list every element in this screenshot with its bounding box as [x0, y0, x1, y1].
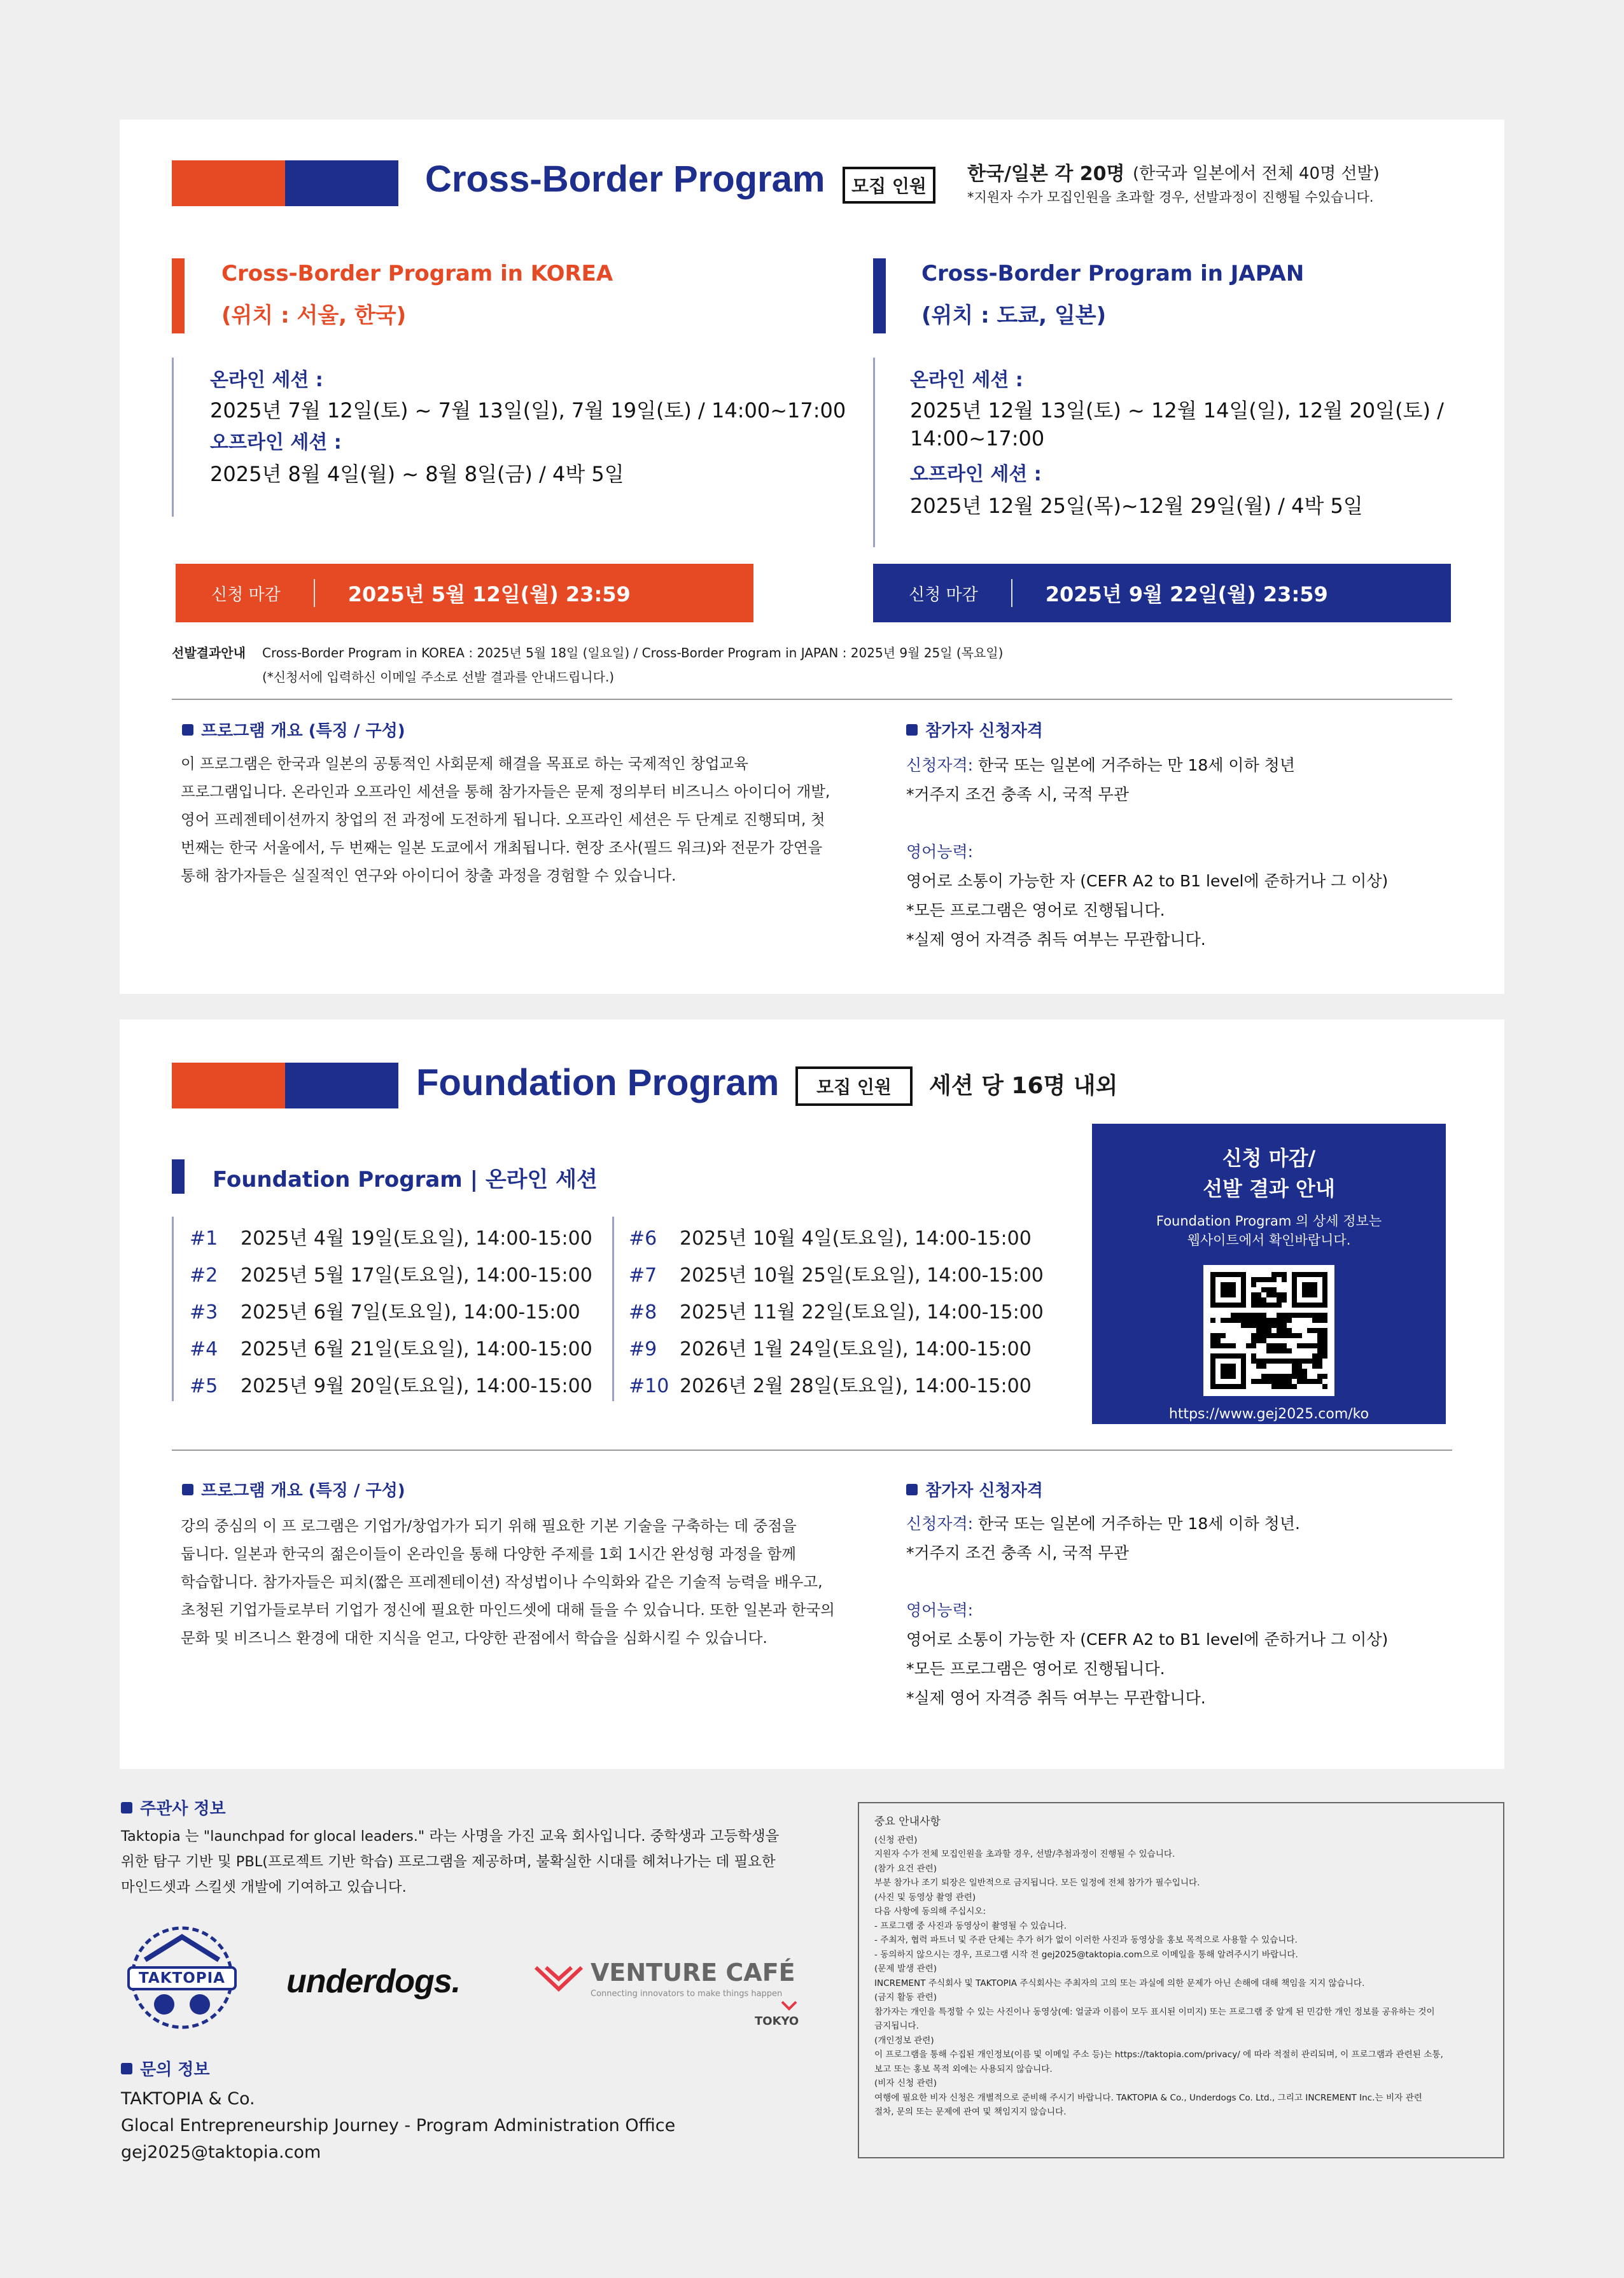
japan-deadline-banner — [873, 564, 1451, 622]
result-note: (*신청서에 입력하신 이메일 주소로 선발 결과를 안내드립니다.) — [262, 669, 615, 685]
japan-offline-value: 2025년 12월 25일(목)~12월 29일(월) / 4박 5일 — [910, 494, 1363, 518]
contact-email[interactable]: gej2025@taktopia.com — [121, 2142, 321, 2162]
korea-location: (위치 : 서울, 한국) — [221, 303, 407, 328]
notice-line: (개인정보 관련) — [874, 2035, 934, 2046]
recruit-badge: 모집 인원 — [795, 1066, 913, 1106]
session-item: #7 2025년 10월 25일(토요일), 14:00-15:00 — [629, 1264, 1044, 1287]
japan-offline-label: 오프라인 세션 : — [910, 463, 1042, 486]
japan-deadline-value: 2025년 9월 22일(월) 23:59 — [1045, 582, 1328, 606]
organizer-heading: 주관사 정보 — [121, 1796, 226, 1819]
eligibility-heading: 참가자 신청자격 — [906, 718, 1043, 741]
contact-info: TAKTOPIA & Co. Glocal Entrepreneurship Journey - Program Administration Office gej2025@taktopia.com — [121, 2086, 675, 2166]
qr-title: 신청 마감/ 선발 결과 안내 — [1203, 1146, 1335, 1201]
notice-line: 지원자 수가 전체 모집인원을 초과할 경우, 선발/추첨과정이 진행될 수 있습니다. — [874, 1849, 1175, 1859]
notice-line: - 주최자, 협력 파트너 및 주관 단체는 추가 허가 없이 이러한 사진과 동영상을 홍보 목적으로 사용할 수 있습니다. — [874, 1935, 1298, 1945]
korea-offline-label: 오프라인 세션 : — [210, 431, 342, 454]
notice-line: (신청 관련) — [874, 1834, 918, 1845]
korea-japan-flag-bar — [172, 1063, 398, 1108]
notice-line: (비자 신청 관련) — [874, 2078, 937, 2088]
notice-line: 부분 참가나 조기 퇴장은 일반적으로 금지됩니다. 모든 일정에 전체 참가가 필수입니다. — [874, 1878, 1200, 1888]
recruit-selection-note: *지원자 수가 모집인원을 초과할 경우, 선발과정이 진행될 수있습니다. — [967, 190, 1374, 205]
section-divider — [172, 699, 1452, 700]
bullet-square-icon — [906, 1484, 918, 1495]
japan-online-label: 온라인 세션 : — [910, 369, 1023, 391]
notice-line: - 동의하지 않으시는 경우, 프로그램 시작 전 gej2025@taktopia.com으로 이메일을 통해 알려주시기 바랍니다. — [874, 1949, 1298, 1960]
japan-location: (위치 : 도쿄, 일본) — [921, 303, 1107, 328]
notice-line: 보고 또는 홍보 목적 외에는 사용되지 않습니다. — [874, 2064, 1053, 2074]
korea-online-label: 온라인 세션 : — [210, 369, 323, 391]
recruit-count: 세션 당 16명 내외 — [929, 1073, 1118, 1099]
bullet-square-icon — [182, 1484, 193, 1495]
session-item: #3 2025년 6월 7일(토요일), 14:00-15:00 — [190, 1301, 580, 1324]
bullet-square-icon — [182, 724, 193, 736]
overview-text: 이 프로그램은 한국과 일본의 공통적인 사회문제 해결을 목표로 하는 국제적인 창업교육 프로그램입니다. 온라인과 오프라인 세션을 통해 참가자들은 문제 정의부터 비즈니스 아이디어 개발, 영어 프레젠테이션까지 창업의 전 과정에 도전하게 됩니다. 오프라인 세션은 두 단계로 진행되며, 첫 번째는 한국 서울에서, 두 번째는 일본 도쿄에서 개최됩니다. 현장 조사(필드 워크)와 전문가 강연을 통해 참가자들은 실질적인 연구와 아이디어 창출 과정을 경험할 수 있습니다. — [181, 755, 830, 884]
japan-deadline-label: 신청 마감 — [873, 579, 1012, 607]
korea-deadline-banner — [176, 564, 753, 622]
foundation-accent-bar — [172, 1159, 185, 1194]
japan-online-value: 2025년 12월 13일(토) ~ 12월 14일(일), 12월 20일(토) / — [910, 398, 1444, 423]
notice-line: - 프로그램 중 사진과 동영상이 촬영될 수 있습니다. — [874, 1920, 1067, 1931]
session-item: #8 2025년 11월 22일(토요일), 14:00-15:00 — [629, 1301, 1044, 1324]
session-item: #5 2025년 9월 20일(토요일), 14:00-15:00 — [190, 1375, 592, 1397]
notice-line: 절차, 문의 또는 문제에 관여 및 책임지지 않습니다. — [874, 2107, 1067, 2117]
notice-line: 금지됩니다. — [874, 2021, 919, 2031]
notice-line: 여행에 필요한 비자 신청은 개별적으로 준비해 주시기 바랍니다. TAKTOPIA & Co., Underdogs Co. Ltd., 그리고 INCREMENT Inc.는 비자 관련 — [874, 2092, 1422, 2103]
bullet-square-icon — [121, 2063, 132, 2074]
session-item: #6 2025년 10월 4일(토요일), 14:00-15:00 — [629, 1227, 1032, 1250]
japan-online-time: 14:00~17:00 — [910, 426, 1045, 451]
schedule-divider-right — [612, 1217, 614, 1401]
notice-line: (참가 요건 관련) — [874, 1863, 937, 1874]
cross-border-title: Cross-Border Program — [425, 158, 825, 200]
schedule-divider-left — [172, 1217, 174, 1401]
korea-divider — [172, 358, 174, 517]
cross-border-card — [120, 120, 1504, 994]
qr-info-box — [1092, 1124, 1446, 1424]
result-dates: Cross-Border Program in KOREA : 2025년 5월 18일 (일요일) / Cross-Border Program in JAPAN : 2025년 9월 25일 (목요일) — [262, 645, 1004, 660]
korea-online-value: 2025년 7월 12일(토) ~ 7월 13일(일), 7월 19일(토) / 14:00~17:00 — [210, 398, 846, 423]
notice-line: 이 프로그램을 통해 수집된 개인정보(이름 및 이메일 주소 등)는 https://taktopia.com/privacy/ 에 따라 적절히 관리되며, 이 프로그램과 관련된 소통, — [874, 2050, 1443, 2060]
foundation-subheading: Foundation Program | 온라인 세션 — [213, 1167, 598, 1192]
session-item: #9 2026년 1월 24일(토요일), 14:00-15:00 — [629, 1338, 1032, 1360]
organizer-text: Taktopia 는 "launchpad for glocal leaders." 라는 사명을 가진 교육 회사입니다. 중학생과 고등학생을 위한 탐구 기반 및 PBL(프로젝트 기반 학습) 프로그램을 제공하며, 불확실한 시대를 헤쳐나가는 데 필요한 마인드셋과 스킬셋 개발에 기여하고 있습니다. — [121, 1828, 780, 1896]
session-list-right — [629, 1220, 1044, 1405]
session-item: #4 2025년 6월 21일(토요일), 14:00-15:00 — [190, 1338, 592, 1360]
session-item: #1 2025년 4월 19일(토요일), 14:00-15:00 — [190, 1227, 592, 1250]
japan-accent-bar — [873, 258, 886, 333]
underdogs-logo: underdogs. — [286, 1963, 461, 2000]
qr-code-icon[interactable] — [1203, 1265, 1334, 1396]
bullet-square-icon — [121, 1802, 132, 1813]
overview-text: 강의 중심의 이 프 로그램은 기업가/창업가가 되기 위해 필요한 기본 기술을 구축하는 데 중점을 둡니다. 일본과 한국의 젊은이들이 온라인을 통해 다양한 주제를 1회 1시간 완성형 과정을 함께 학습합니다. 참가자들은 피치(짧은 프레젠테이션) 작성법이나 수익화와 같은 기술적 능력을 배우고, 초청된 기업가들로부터 기업가 정신에 필요한 마인드셋에 대해 들을 수 있습니다. 또한 일본과 한국의 문화 및 비즈니스 환경에 대한 지식을 얻고, 다양한 관점에서 학습을 심화시킬 수 있습니다. — [181, 1517, 835, 1647]
notice-line: INCREMENT 주식회사 및 TAKTOPIA 주식회사는 주최자의 고의 또는 과실에 의한 문제가 아닌 손해에 대해 책임을 지지 않습니다. — [874, 1978, 1365, 1988]
important-notice-box — [858, 1802, 1504, 2158]
session-item: #2 2025년 5월 17일(토요일), 14:00-15:00 — [190, 1264, 592, 1287]
korea-offline-value: 2025년 8월 4일(월) ~ 8월 8일(금) / 4박 5일 — [210, 462, 624, 486]
korea-deadline-value: 2025년 5월 12일(월) 23:59 — [347, 582, 631, 606]
overview-heading: 프로그램 개요 (특징 / 구성) — [182, 1478, 405, 1501]
chevron-down-icon — [780, 1999, 798, 2012]
session-item: #10 2026년 2월 28일(토요일), 14:00-15:00 — [629, 1375, 1032, 1397]
overview-heading: 프로그램 개요 (특징 / 구성) — [182, 718, 405, 741]
korea-deadline-label: 신청 마감 — [176, 579, 315, 607]
eligibility-text: 신청자격: 한국 또는 일본에 거주하는 만 18세 이하 청년. *거주지 조건 충족 시, 국적 무관 영어능력: 영어로 소통이 가능한 자 (CEFR A2 to B1 level에 준하거나 그 이상) *모든 프로그램은 영어로 진행됩니다. *실제 영어 자격증 취득 여부는 무관합니다. — [906, 1514, 1389, 1707]
japan-heading: Cross-Border Program in JAPAN — [921, 261, 1305, 286]
notice-line: (금지 활동 관련) — [874, 1992, 937, 2002]
venture-cafe-mark-icon — [533, 1961, 584, 1993]
contact-heading: 문의 정보 — [121, 2057, 210, 2080]
session-list-left — [190, 1220, 592, 1405]
notice-line: 참가자는 개인을 특정할 수 있는 사진이나 동영상(예: 얼굴과 이름이 모두 표시된 이미지) 또는 프로그램 중 알게 된 민감한 개인 정보를 공유하는 것이 — [874, 2006, 1435, 2017]
qr-url[interactable]: https://www.gej2025.com/ko — [1168, 1406, 1369, 1422]
qr-description: Foundation Program 의 상세 정보는 웹사이트에서 확인바랍니다. — [1156, 1213, 1382, 1248]
korea-japan-flag-bar — [172, 160, 398, 206]
japan-divider — [873, 358, 875, 547]
bullet-square-icon — [906, 724, 918, 736]
notice-line: (문제 발생 관련) — [874, 1964, 937, 1974]
eligibility-heading: 참가자 신청자격 — [906, 1478, 1043, 1501]
notice-line: (사진 및 동영상 촬영 관련) — [874, 1892, 976, 1903]
result-label: 선발결과안내 — [172, 645, 246, 660]
recruit-count-note: (한국과 일본에서 전체 40명 선발) — [1133, 164, 1380, 183]
recruit-count: 한국/일본 각 20명 — [967, 163, 1125, 185]
section-divider — [172, 1450, 1452, 1451]
taktopia-logo: TAKTOPIA — [120, 1922, 244, 2034]
notice-line: 다음 사항에 동의해 주십시오: — [874, 1906, 986, 1917]
notice-title: 중요 안내사항 — [874, 1815, 941, 1828]
foundation-card — [120, 1019, 1504, 1769]
korea-accent-bar — [172, 258, 185, 333]
foundation-title: Foundation Program — [416, 1062, 780, 1103]
korea-heading: Cross-Border Program in KOREA — [221, 261, 613, 286]
eligibility-text: 신청자격: 한국 또는 일본에 거주하는 만 18세 이하 청년 *거주지 조건 충족 시, 국적 무관 영어능력: 영어로 소통이 가능한 자 (CEFR A2 to B1 level에 준하거나 그 이상) *모든 프로그램은 영어로 진행됩니다. *실제 영어 자격증 취득 여부는 무관합니다. — [906, 756, 1389, 949]
recruit-badge: 모집 인원 — [843, 167, 935, 204]
